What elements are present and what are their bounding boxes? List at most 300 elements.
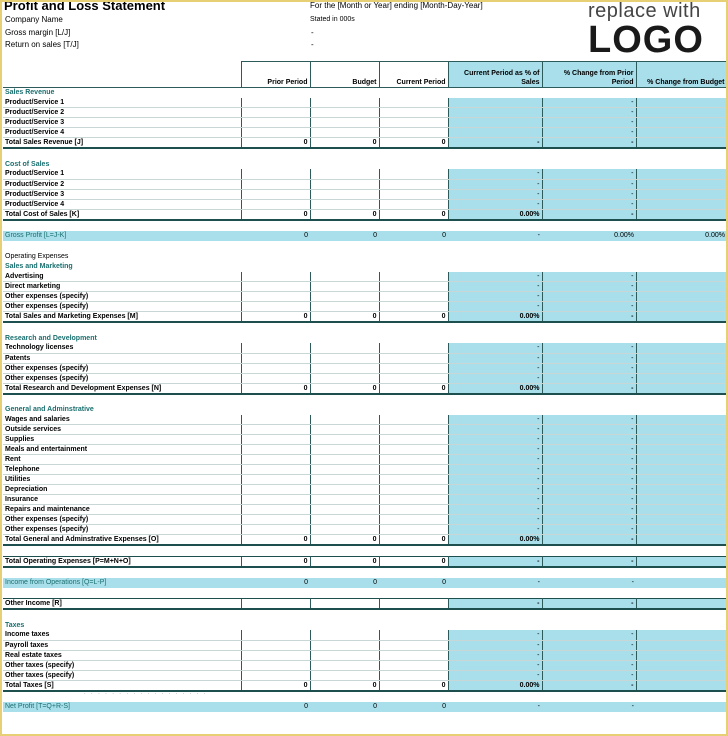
cell[interactable]: - xyxy=(542,599,636,610)
cell[interactable]: 0 xyxy=(379,680,448,691)
cell[interactable] xyxy=(636,312,727,323)
row-label: Total Operating Expenses [P=M+N+O] xyxy=(3,556,241,567)
cell[interactable]: 0 xyxy=(379,231,448,241)
cell[interactable] xyxy=(636,272,727,282)
cell[interactable] xyxy=(636,445,727,455)
cell[interactable] xyxy=(241,630,310,640)
table-row xyxy=(3,179,727,189)
cell[interactable] xyxy=(310,292,379,302)
cell[interactable] xyxy=(636,660,727,670)
cell[interactable] xyxy=(241,640,310,650)
cell[interactable] xyxy=(379,108,448,118)
cell[interactable]: 0 xyxy=(241,231,310,241)
cell[interactable] xyxy=(241,505,310,515)
cell[interactable]: - xyxy=(542,680,636,691)
cell[interactable] xyxy=(310,108,379,118)
cell[interactable] xyxy=(379,282,448,292)
cell[interactable] xyxy=(636,515,727,525)
cell[interactable]: 0 xyxy=(310,702,379,712)
cell[interactable]: - xyxy=(448,179,542,189)
cell[interactable] xyxy=(636,455,727,465)
cell[interactable] xyxy=(636,630,727,640)
cell[interactable]: - xyxy=(542,363,636,373)
table-row xyxy=(3,578,727,588)
cell[interactable]: - xyxy=(542,475,636,485)
cell[interactable] xyxy=(241,128,310,138)
cell[interactable] xyxy=(379,515,448,525)
section-label: Taxes xyxy=(5,621,25,629)
cell[interactable]: - xyxy=(448,702,542,712)
cell[interactable]: - xyxy=(448,373,542,383)
cell[interactable]: - xyxy=(448,169,542,179)
cell[interactable]: - xyxy=(448,282,542,292)
cell[interactable] xyxy=(310,505,379,515)
cell[interactable] xyxy=(241,373,310,383)
cell[interactable]: - xyxy=(542,179,636,189)
cell[interactable]: 0 xyxy=(379,535,448,546)
cell[interactable] xyxy=(241,98,310,108)
cell[interactable] xyxy=(636,535,727,546)
cell[interactable]: - xyxy=(542,209,636,220)
cell[interactable] xyxy=(379,475,448,485)
cell[interactable] xyxy=(379,465,448,475)
cell[interactable]: - xyxy=(542,650,636,660)
cell[interactable]: - xyxy=(542,515,636,525)
cell[interactable] xyxy=(636,98,727,108)
cell[interactable]: - xyxy=(448,272,542,282)
cell[interactable] xyxy=(636,138,727,149)
cell[interactable] xyxy=(241,189,310,199)
cell[interactable]: - xyxy=(448,189,542,199)
cell[interactable] xyxy=(379,199,448,209)
cell[interactable]: - xyxy=(542,118,636,128)
cell[interactable] xyxy=(379,425,448,435)
cell[interactable]: - xyxy=(542,670,636,680)
table-row xyxy=(3,405,727,415)
cell[interactable] xyxy=(379,640,448,650)
cell[interactable]: 0.00% xyxy=(448,209,542,220)
cell[interactable] xyxy=(310,455,379,465)
cell[interactable] xyxy=(636,128,727,138)
cell[interactable]: - xyxy=(448,343,542,353)
cell[interactable]: - xyxy=(542,98,636,108)
cell[interactable]: - xyxy=(448,660,542,670)
cell[interactable]: 0 xyxy=(310,138,379,149)
cell[interactable]: - xyxy=(542,272,636,282)
cell[interactable]: 0 xyxy=(241,138,310,149)
spacer-row xyxy=(3,322,727,333)
cell[interactable] xyxy=(310,630,379,640)
cell[interactable]: 0 xyxy=(241,535,310,546)
table-row xyxy=(3,599,727,610)
cell[interactable]: - xyxy=(448,515,542,525)
cell[interactable] xyxy=(241,363,310,373)
cell[interactable]: 0 xyxy=(379,702,448,712)
cell[interactable] xyxy=(636,680,727,691)
cell[interactable] xyxy=(636,302,727,312)
cell[interactable]: - xyxy=(542,312,636,323)
cell[interactable] xyxy=(636,485,727,495)
gross-margin-label: Gross margin [L/J] xyxy=(5,28,71,37)
cell[interactable] xyxy=(636,199,727,209)
table-row xyxy=(3,640,727,650)
cell[interactable] xyxy=(310,302,379,312)
cell[interactable] xyxy=(379,650,448,660)
cell[interactable]: - xyxy=(542,455,636,465)
cell[interactable] xyxy=(310,353,379,363)
cell[interactable] xyxy=(636,670,727,680)
cell[interactable]: 0.00% xyxy=(448,383,542,394)
row-label: Technology licenses xyxy=(3,343,241,353)
cell[interactable]: 0 xyxy=(379,209,448,220)
cell[interactable]: 0 xyxy=(310,209,379,220)
cell[interactable] xyxy=(310,282,379,292)
cell[interactable] xyxy=(310,363,379,373)
cell[interactable] xyxy=(241,415,310,425)
cell[interactable]: - xyxy=(542,465,636,475)
cell[interactable] xyxy=(310,199,379,209)
cell[interactable] xyxy=(636,556,727,567)
cell[interactable]: 0 xyxy=(310,556,379,567)
cell[interactable] xyxy=(379,189,448,199)
cell[interactable] xyxy=(636,383,727,394)
cell[interactable]: - xyxy=(542,425,636,435)
cell[interactable]: - xyxy=(448,670,542,680)
cell[interactable]: - xyxy=(542,353,636,363)
cell[interactable]: - xyxy=(448,292,542,302)
table-row xyxy=(3,272,727,282)
cell[interactable]: - xyxy=(448,231,542,241)
cell[interactable]: - xyxy=(448,640,542,650)
cell[interactable] xyxy=(636,435,727,445)
cell[interactable] xyxy=(636,169,727,179)
table-row xyxy=(3,556,727,567)
row-label: Meals and entertainment xyxy=(3,445,241,455)
cell[interactable]: 0 xyxy=(241,702,310,712)
row-label: Other expenses (specify) xyxy=(3,373,241,383)
cell[interactable]: - xyxy=(542,435,636,445)
cell[interactable] xyxy=(241,660,310,670)
cell[interactable] xyxy=(379,98,448,108)
cell[interactable]: - xyxy=(542,445,636,455)
cell[interactable] xyxy=(241,670,310,680)
cell[interactable] xyxy=(241,650,310,660)
row-label: Advertising xyxy=(3,272,241,282)
cell[interactable] xyxy=(379,525,448,535)
stated-units: Stated in 000s xyxy=(310,16,355,23)
cell[interactable] xyxy=(379,415,448,425)
section-label: Sales Revenue xyxy=(5,89,55,97)
cell[interactable]: - xyxy=(448,578,542,588)
cell[interactable]: 0.00% xyxy=(448,680,542,691)
cell[interactable] xyxy=(448,108,542,118)
cell[interactable] xyxy=(310,272,379,282)
cell[interactable]: - xyxy=(448,630,542,640)
cell[interactable] xyxy=(636,640,727,650)
cell[interactable] xyxy=(310,599,379,610)
cell[interactable]: 0 xyxy=(310,535,379,546)
cell[interactable] xyxy=(310,660,379,670)
cell[interactable]: - xyxy=(542,640,636,650)
cell[interactable]: - xyxy=(542,138,636,149)
cell[interactable]: 0 xyxy=(379,138,448,149)
cell[interactable] xyxy=(636,505,727,515)
cell[interactable]: - xyxy=(448,485,542,495)
row-label: Operating Expenses xyxy=(5,253,69,260)
cell[interactable]: - xyxy=(542,495,636,505)
cell[interactable]: 0 xyxy=(379,383,448,394)
cell[interactable]: - xyxy=(542,383,636,394)
cell[interactable]: - xyxy=(448,435,542,445)
cell[interactable]: - xyxy=(542,578,636,588)
table-row xyxy=(3,343,727,353)
cell[interactable] xyxy=(310,435,379,445)
cell[interactable] xyxy=(636,475,727,485)
cell[interactable] xyxy=(310,495,379,505)
cell[interactable] xyxy=(636,425,727,435)
cell[interactable] xyxy=(379,670,448,680)
cell[interactable] xyxy=(310,640,379,650)
cell[interactable] xyxy=(241,455,310,465)
cell[interactable] xyxy=(241,425,310,435)
cell[interactable] xyxy=(636,179,727,189)
cell[interactable]: 0.00% xyxy=(448,535,542,546)
cell[interactable] xyxy=(241,475,310,485)
cell[interactable]: 0 xyxy=(241,680,310,691)
cell[interactable]: - xyxy=(542,292,636,302)
cell[interactable]: - xyxy=(448,650,542,660)
cell[interactable] xyxy=(241,465,310,475)
cell[interactable]: - xyxy=(542,660,636,670)
cell[interactable]: - xyxy=(542,302,636,312)
cell[interactable] xyxy=(310,189,379,199)
cell[interactable]: - xyxy=(448,199,542,209)
table-row xyxy=(3,169,727,179)
cell[interactable] xyxy=(636,118,727,128)
cell[interactable]: - xyxy=(448,465,542,475)
cell[interactable] xyxy=(241,435,310,445)
cell[interactable] xyxy=(379,118,448,128)
cell[interactable]: 0 xyxy=(379,556,448,567)
table-row xyxy=(3,445,727,455)
cell[interactable] xyxy=(241,485,310,495)
cell[interactable] xyxy=(310,650,379,660)
cell[interactable]: - xyxy=(448,475,542,485)
cell[interactable]: 0.00% xyxy=(636,231,727,241)
cell[interactable] xyxy=(241,179,310,189)
cell[interactable]: 0 xyxy=(241,312,310,323)
cell[interactable] xyxy=(310,415,379,425)
cell[interactable] xyxy=(636,495,727,505)
row-label: Total Sales Revenue [J] xyxy=(3,138,241,149)
cell[interactable] xyxy=(241,199,310,209)
section-label: General and Adminstrative xyxy=(5,406,94,413)
cell[interactable]: - xyxy=(542,415,636,425)
cell[interactable]: - xyxy=(448,138,542,149)
cell[interactable] xyxy=(310,485,379,495)
row-label: Product/Service 3 xyxy=(3,118,241,128)
cell[interactable]: - xyxy=(542,282,636,292)
cell[interactable] xyxy=(379,599,448,610)
cell[interactable] xyxy=(636,209,727,220)
cell[interactable]: 0 xyxy=(241,383,310,394)
cell[interactable] xyxy=(379,343,448,353)
cell[interactable]: - xyxy=(542,169,636,179)
cell[interactable] xyxy=(379,505,448,515)
cell[interactable] xyxy=(241,118,310,128)
cell[interactable]: - xyxy=(448,525,542,535)
cell[interactable] xyxy=(379,445,448,455)
cell[interactable] xyxy=(241,108,310,118)
cell[interactable] xyxy=(379,128,448,138)
cell[interactable] xyxy=(379,630,448,640)
cell[interactable] xyxy=(636,108,727,118)
cell[interactable] xyxy=(241,525,310,535)
cell[interactable] xyxy=(448,118,542,128)
cell[interactable]: 0.00% xyxy=(448,312,542,323)
cell[interactable]: - xyxy=(448,425,542,435)
cell[interactable]: 0 xyxy=(379,578,448,588)
cell[interactable] xyxy=(379,363,448,373)
cell[interactable]: - xyxy=(448,415,542,425)
cell[interactable] xyxy=(379,353,448,363)
cell[interactable] xyxy=(310,465,379,475)
cell[interactable] xyxy=(241,292,310,302)
table-row xyxy=(3,415,727,425)
cell[interactable]: - xyxy=(542,556,636,567)
table-row xyxy=(3,620,727,630)
cell[interactable] xyxy=(379,455,448,465)
cell[interactable] xyxy=(636,343,727,353)
cell[interactable] xyxy=(310,525,379,535)
cell[interactable]: 0 xyxy=(241,578,310,588)
cell[interactable]: - xyxy=(542,128,636,138)
cell[interactable]: - xyxy=(448,445,542,455)
cell[interactable] xyxy=(241,282,310,292)
table-row xyxy=(3,485,727,495)
cell[interactable] xyxy=(379,169,448,179)
cell[interactable]: - xyxy=(448,353,542,363)
row-label: Total Sales and Marketing Expenses [M] xyxy=(3,312,241,323)
cell[interactable]: 0 xyxy=(379,312,448,323)
cell[interactable] xyxy=(636,353,727,363)
cell[interactable] xyxy=(379,435,448,445)
cell[interactable] xyxy=(310,128,379,138)
cell[interactable]: 0 xyxy=(310,578,379,588)
cell[interactable] xyxy=(379,292,448,302)
cell[interactable]: - xyxy=(542,189,636,199)
cell[interactable] xyxy=(241,599,310,610)
row-label: Total Cost of Sales [K] xyxy=(3,209,241,220)
cell[interactable]: - xyxy=(542,535,636,546)
cell[interactable] xyxy=(636,599,727,610)
cell[interactable] xyxy=(310,425,379,435)
cell[interactable] xyxy=(636,650,727,660)
cell[interactable]: - xyxy=(448,363,542,373)
cell[interactable] xyxy=(310,670,379,680)
cell[interactable] xyxy=(379,302,448,312)
cell[interactable] xyxy=(241,495,310,505)
row-label: Rent xyxy=(3,455,241,465)
row-label: Other expenses (specify) xyxy=(3,292,241,302)
cell[interactable]: 0 xyxy=(241,209,310,220)
cell[interactable] xyxy=(636,373,727,383)
row-label: Payroll taxes xyxy=(3,640,241,650)
cell[interactable]: 0 xyxy=(310,680,379,691)
cell[interactable] xyxy=(241,302,310,312)
cell[interactable] xyxy=(636,578,727,588)
cell[interactable] xyxy=(379,272,448,282)
cell[interactable]: 0 xyxy=(310,312,379,323)
cell[interactable] xyxy=(636,189,727,199)
cell[interactable]: - xyxy=(448,505,542,515)
cell[interactable]: 0.00% xyxy=(542,231,636,241)
cell[interactable]: - xyxy=(448,495,542,505)
cell[interactable]: - xyxy=(542,505,636,515)
cell[interactable] xyxy=(636,415,727,425)
cell[interactable] xyxy=(636,292,727,302)
row-label: Income from Operations [Q=L-P] xyxy=(3,578,241,588)
faint-text-artifact: · · · · · · · · · · · · · · · · · · xyxy=(84,691,208,697)
cell[interactable] xyxy=(636,525,727,535)
cell[interactable] xyxy=(379,660,448,670)
cell[interactable] xyxy=(379,495,448,505)
cell[interactable] xyxy=(636,465,727,475)
cell[interactable]: - xyxy=(542,525,636,535)
cell[interactable]: - xyxy=(448,302,542,312)
cell[interactable] xyxy=(310,179,379,189)
cell[interactable] xyxy=(310,445,379,455)
cell[interactable] xyxy=(636,702,727,712)
cell[interactable] xyxy=(379,179,448,189)
cell[interactable] xyxy=(310,515,379,525)
cell[interactable] xyxy=(636,363,727,373)
cell[interactable] xyxy=(310,169,379,179)
cell[interactable]: - xyxy=(448,455,542,465)
cell[interactable]: - xyxy=(542,343,636,353)
table-row xyxy=(3,108,727,118)
cell[interactable] xyxy=(310,98,379,108)
cell[interactable] xyxy=(241,353,310,363)
cell[interactable] xyxy=(241,343,310,353)
cell[interactable]: - xyxy=(542,702,636,712)
cell[interactable]: - xyxy=(542,373,636,383)
cell[interactable] xyxy=(448,128,542,138)
cell[interactable] xyxy=(448,98,542,108)
cell[interactable] xyxy=(310,373,379,383)
cell[interactable] xyxy=(379,373,448,383)
cell[interactable] xyxy=(241,272,310,282)
cell[interactable]: - xyxy=(542,630,636,640)
cell[interactable]: 0 xyxy=(310,383,379,394)
cell[interactable] xyxy=(241,445,310,455)
cell[interactable]: - xyxy=(542,108,636,118)
cell[interactable]: 0 xyxy=(310,231,379,241)
cell[interactable] xyxy=(241,515,310,525)
cell[interactable] xyxy=(310,118,379,128)
cell[interactable]: 0 xyxy=(241,556,310,567)
cell[interactable]: - xyxy=(448,556,542,567)
cell[interactable] xyxy=(379,485,448,495)
cell[interactable] xyxy=(636,282,727,292)
cell[interactable] xyxy=(310,475,379,485)
cell[interactable]: - xyxy=(542,199,636,209)
cell[interactable]: - xyxy=(448,599,542,610)
page-title: Profit and Loss Statement xyxy=(4,0,166,13)
cell[interactable] xyxy=(310,343,379,353)
cell[interactable]: - xyxy=(542,485,636,495)
cell[interactable] xyxy=(241,169,310,179)
